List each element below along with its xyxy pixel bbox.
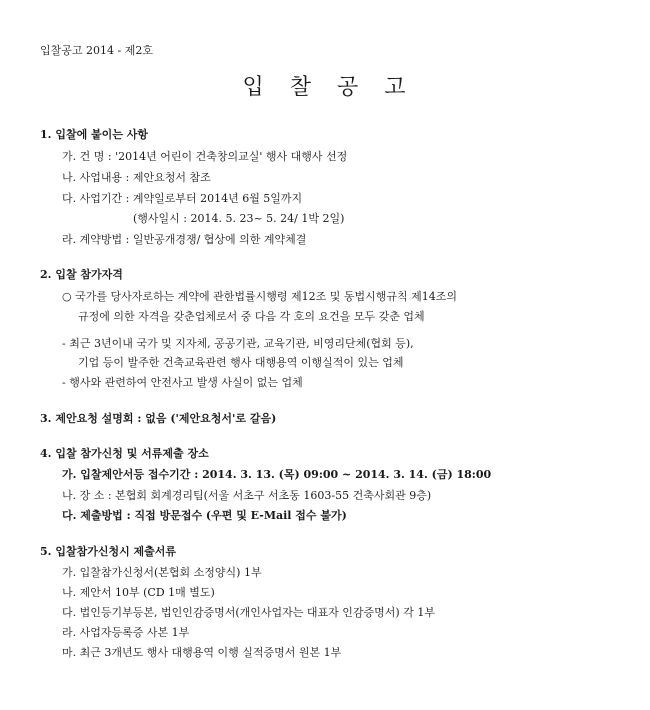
section-5-line: 마. 최근 3개년도 행사 대행용역 이행 실적증명서 원본 1부: [62, 646, 342, 659]
section-1-heading: 1. 입찰에 붙이는 사항: [40, 128, 148, 141]
section-5-line: 가. 입찰참가신청서(본협회 소정양식) 1부: [62, 566, 262, 579]
doc-number: 입찰공고 2014 - 제2호: [40, 44, 153, 57]
section-5-line: 다. 법인등기부등본, 법인인감증명서(개인사업자는 대표자 인감증명서) 각 1부: [62, 606, 435, 619]
section-2-line: 규정에 의한 자격을 갖춘업체로서 중 다음 각 호의 요건을 모두 갖춘 업체: [78, 310, 425, 323]
section-2-line: ○ 국가를 당사자로하는 계약에 관한법률시행령 제12조 및 동법시행규칙 제14조의: [62, 290, 457, 303]
section-4-line: 가. 입찰제안서등 접수기간 : 2014. 3. 13. (목) 09:00 ~ 2014. 3. 14. (금) 18:00: [62, 468, 492, 481]
section-1-line: 나. 사업내용 : 제안요청서 참조: [62, 171, 211, 184]
section-2-heading: 2. 입찰 참가자격: [40, 268, 123, 281]
section-2-line: 기업 등이 발주한 건축교육관련 행사 대행용역 이행실적이 있는 업체: [78, 356, 404, 369]
section-5-heading: 5. 입찰참가신청시 제출서류: [40, 545, 177, 558]
section-5-line: 나. 제안서 10부 (CD 1매 별도): [62, 586, 215, 599]
section-1-line: 가. 건 명 : '2014년 어린이 건축창의교실' 행사 대행사 선정: [62, 150, 348, 163]
title-char: 입: [242, 75, 266, 100]
section-2-line: - 행사와 관련하여 안전사고 발생 사실이 없는 업체: [62, 376, 303, 389]
title-char: 찰: [289, 75, 313, 100]
page-title: [0, 74, 650, 102]
section-4-line: 나. 장 소 : 본협회 회계경리팀(서울 서초구 서초동 1603-55 건축사회관 9층): [62, 489, 432, 502]
section-5-line: 라. 사업자등록증 사본 1부: [62, 626, 190, 639]
section-4-heading: 4. 입찰 참가신청 및 서류제출 장소: [40, 447, 209, 460]
title-char: 공: [337, 75, 361, 100]
section-4-line: 다. 제출방법 : 직접 방문접수 (우편 및 E-Mail 접수 불가): [62, 509, 347, 522]
title-char: 고: [384, 75, 408, 100]
section-1-line: 다. 사업기간 : 계약일로부터 2014년 6월 5일까지: [62, 192, 303, 205]
section-2-line: - 최근 3년이내 국가 및 지자체, 공공기관, 교육기관, 비영리단체(협회 등),: [62, 337, 414, 350]
section-1-line: 라. 계약방법 : 일반공개경쟁/ 협상에 의한 계약체결: [62, 233, 307, 246]
section-1-line: (행사일시 : 2014. 5. 23~ 5. 24/ 1박 2일): [133, 212, 345, 225]
section-3-heading: 3. 제안요청 설명회 : 없음 ('제안요청서'로 갈음): [40, 412, 277, 425]
